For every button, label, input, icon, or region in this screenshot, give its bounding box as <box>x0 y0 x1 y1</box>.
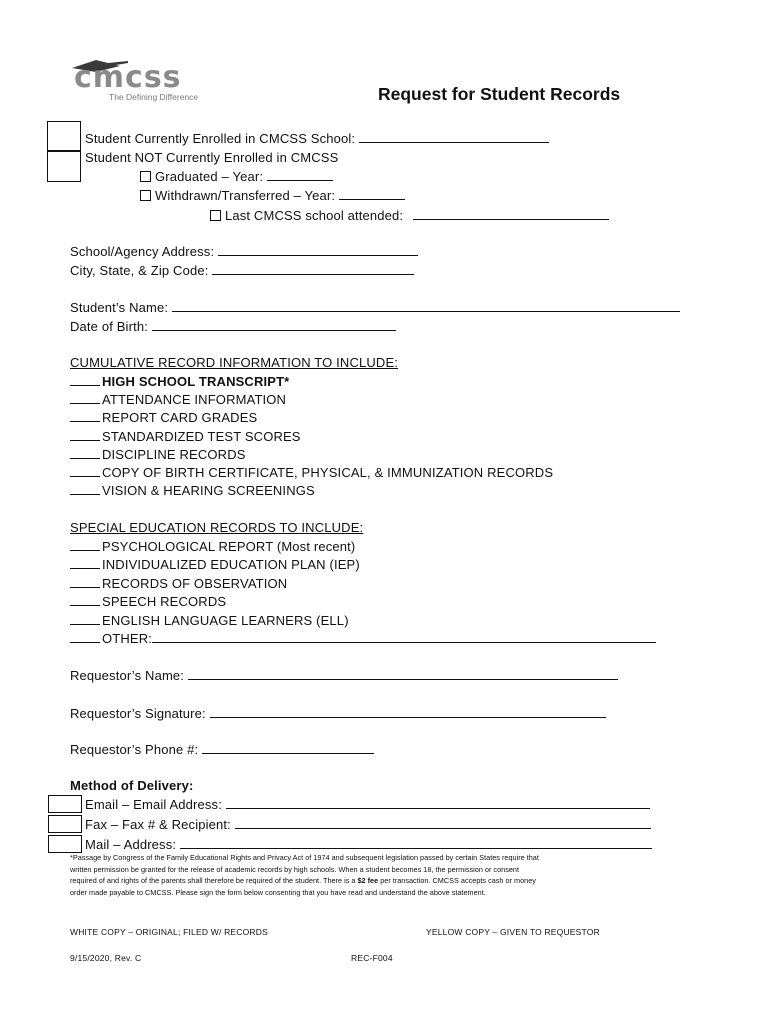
dob-label: Date of Birth: <box>70 319 148 334</box>
list-item-label: RECORDS OF OBSERVATION <box>102 576 288 591</box>
list-item <box>70 539 355 554</box>
last-school-row <box>210 208 609 223</box>
list-item-label: COPY OF BIRTH CERTIFICATE, PHYSICAL, & IMMUNIZATION RECORDS <box>102 465 554 480</box>
graduated-year-field[interactable] <box>267 169 333 181</box>
withdrawn-label: Withdrawn/Transferred – Year: <box>155 188 336 203</box>
withdrawn-row <box>140 188 405 203</box>
mail-checkbox[interactable] <box>48 835 82 853</box>
list-item <box>70 410 257 425</box>
withdrawn-checkbox[interactable] <box>140 190 151 201</box>
list-item-label: STANDARDIZED TEST SCORES <box>102 429 301 444</box>
email-checkbox[interactable] <box>48 795 82 813</box>
list-item <box>70 631 656 646</box>
footnote-text: per transaction. CMCSS accepts cash or money <box>380 876 536 885</box>
list-item <box>70 465 553 480</box>
student-name-row <box>70 300 680 315</box>
not-enrolled-checkbox[interactable] <box>47 151 81 182</box>
graduated-label: Graduated – Year: <box>155 169 264 184</box>
list-item <box>70 392 286 407</box>
requestor-phone-field[interactable] <box>202 742 374 754</box>
requestor-signature-field[interactable] <box>210 706 606 718</box>
page-title: Request for Student Records <box>378 84 621 104</box>
email-label: Email – Email Address: <box>85 797 222 812</box>
item-checkline[interactable] <box>70 374 100 386</box>
list-item <box>70 557 360 572</box>
graduated-row <box>140 169 333 184</box>
logo-wordmark: cmcss <box>74 60 182 95</box>
list-item <box>70 613 349 628</box>
special-heading: SPECIAL EDUCATION RECORDS TO INCLUDE: <box>70 520 364 535</box>
enrolled-checkbox[interactable] <box>47 121 81 151</box>
mail-label: Mail – Address: <box>85 837 177 852</box>
item-checkline[interactable] <box>70 631 100 643</box>
item-checkline[interactable] <box>70 539 100 551</box>
list-item-label: DISCIPLINE RECORDS <box>102 447 246 462</box>
enrolled-school-field[interactable] <box>359 131 549 143</box>
logo-tagline: The Defining Difference <box>109 92 199 102</box>
requestor-name-row <box>70 668 618 683</box>
cumulative-heading: CUMULATIVE RECORD INFORMATION TO INCLUDE: <box>70 355 399 370</box>
item-checkline[interactable] <box>70 557 100 569</box>
list-item-label: ATTENDANCE INFORMATION <box>102 392 287 407</box>
yellow-copy-note: YELLOW COPY – GIVEN TO REQUESTOR <box>426 927 600 937</box>
footnote-line: *Passage by Congress of the Family Educational Rights and Privacy Act of 1974 and subsequent legislation passed by certain States require that <box>70 853 539 862</box>
fax-row <box>85 817 651 832</box>
list-item <box>70 594 226 609</box>
list-item <box>70 576 287 591</box>
item-checkline[interactable] <box>70 465 100 477</box>
requestor-phone-label: Requestor’s Phone #: <box>70 742 199 757</box>
footnote-text: required of and rights of the parents shall therefore be required of the student. There is a <box>70 876 356 885</box>
list-item <box>70 429 301 444</box>
item-checkline[interactable] <box>70 447 100 459</box>
mail-row <box>85 837 652 852</box>
student-name-label: Student’s Name: <box>70 300 169 315</box>
delivery-heading: Method of Delivery: <box>70 778 194 793</box>
revision-date: 9/15/2020, Rev. C <box>70 953 142 963</box>
last-school-checkbox[interactable] <box>210 210 221 221</box>
list-item <box>70 483 315 498</box>
list-item-label: ENGLISH LANGUAGE LEARNERS (ELL) <box>102 613 349 628</box>
footnote-line <box>70 875 710 887</box>
list-item-label: INDIVIDUALIZED EDUCATION PLAN (IEP) <box>102 557 360 572</box>
list-item-label: PSYCHOLOGICAL REPORT (Most recent) <box>102 539 356 554</box>
fax-label: Fax – Fax # & Recipient: <box>85 817 231 832</box>
requestor-signature-row <box>70 706 606 721</box>
list-item-label: SPEECH RECORDS <box>102 594 227 609</box>
list-item-label: REPORT CARD GRADES <box>102 410 258 425</box>
footnote-line: written permission be granted for the release of academic records by high schools. When a student becomes 18, the permission or consent <box>70 864 519 874</box>
withdrawn-year-field[interactable] <box>339 188 405 200</box>
requestor-signature-label: Requestor’s Signature: <box>70 706 206 721</box>
item-checkline[interactable] <box>70 410 100 422</box>
footnote-line: order made payable to CMCSS. Please sign the form below consenting that you have read and understand the above statement. <box>70 887 486 897</box>
item-checkline[interactable] <box>70 483 100 495</box>
other-field[interactable] <box>152 631 656 643</box>
item-checkline[interactable] <box>70 429 100 441</box>
fee-text: $2 fee <box>357 876 379 885</box>
item-checkline[interactable] <box>70 613 100 625</box>
school-address-field[interactable] <box>218 244 418 256</box>
not-enrolled-label: Student NOT Currently Enrolled in CMCSS <box>85 150 339 165</box>
requestor-phone-row <box>70 742 374 757</box>
mail-field[interactable] <box>180 837 652 849</box>
school-address-row <box>70 244 418 259</box>
form-number: REC-F004 <box>351 953 393 963</box>
fax-checkbox[interactable] <box>48 815 82 833</box>
email-row <box>85 797 650 812</box>
student-name-field[interactable] <box>172 300 680 312</box>
school-address-label: School/Agency Address: <box>70 244 215 259</box>
dob-field[interactable] <box>152 319 396 331</box>
requestor-name-field[interactable] <box>188 668 618 680</box>
city-state-zip-field[interactable] <box>212 263 414 275</box>
enrolled-row <box>85 131 549 146</box>
cmcss-logo <box>66 56 226 102</box>
requestor-name-label: Requestor’s Name: <box>70 668 185 683</box>
last-school-field[interactable] <box>413 208 609 220</box>
dob-row <box>70 319 396 334</box>
city-state-zip-row <box>70 263 414 278</box>
list-item <box>70 374 289 389</box>
list-item-label: OTHER: <box>102 631 153 646</box>
last-school-label: Last CMCSS school attended: <box>225 208 404 223</box>
item-checkline[interactable] <box>70 576 100 588</box>
item-checkline[interactable] <box>70 594 100 606</box>
email-field[interactable] <box>226 797 650 809</box>
list-item-label: VISION & HEARING SCREENINGS <box>102 483 315 498</box>
fax-field[interactable] <box>235 817 651 829</box>
footnote <box>70 852 710 898</box>
city-state-zip-label: City, State, & Zip Code: <box>70 263 209 278</box>
item-checkline[interactable] <box>70 392 100 404</box>
list-item-label: HIGH SCHOOL TRANSCRIPT* <box>102 374 290 389</box>
graduated-checkbox[interactable] <box>140 171 151 182</box>
enrolled-label: Student Currently Enrolled in CMCSS School: <box>85 131 356 146</box>
list-item <box>70 447 246 462</box>
white-copy-note: WHITE COPY – ORIGINAL; FILED W/ RECORDS <box>70 927 268 937</box>
